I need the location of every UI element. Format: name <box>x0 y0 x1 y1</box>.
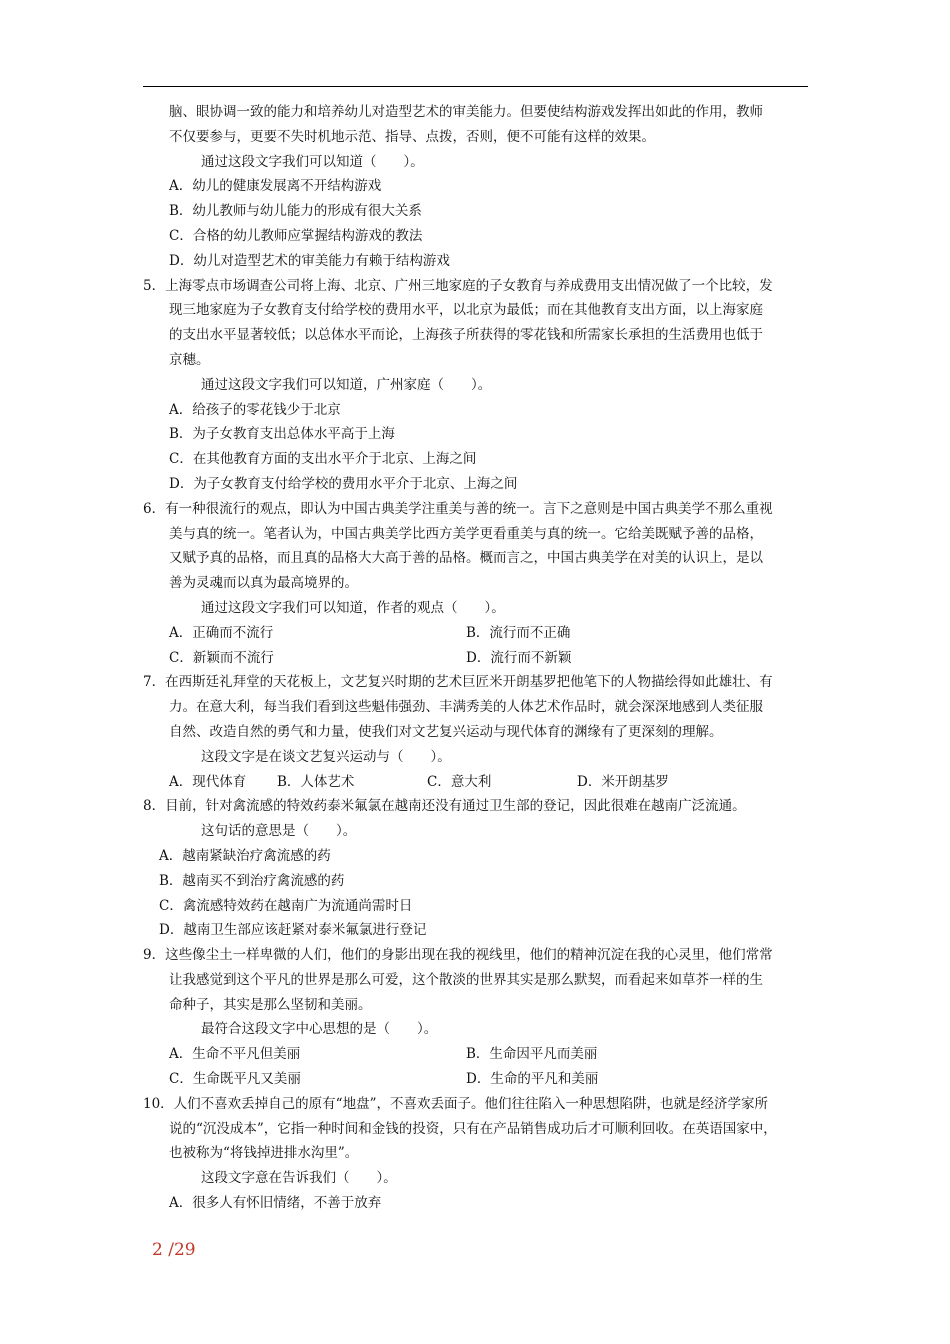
paragraph-line: 善为灵魂而以真为最高境界的。 <box>169 575 358 592</box>
question-stem: 5．上海零点市场调查公司将上海、北京、广州三地家庭的子女教育与养成费用支出情况做了一个比较，发 <box>143 277 773 294</box>
paragraph-line: 自然、改造自然的勇气和力量，使我们对文艺复兴运动与现代体育的渊缘有了更深刻的理解。 <box>169 723 723 740</box>
document-page <box>143 100 808 1216</box>
paragraph-line: 命种子，其实是那么坚韧和美丽。 <box>169 996 372 1013</box>
question-10 <box>143 1092 808 1216</box>
question-8 <box>143 794 808 943</box>
option-a: A．现代体育 <box>169 773 247 790</box>
paragraph-line: 又赋予真的品格，而且真的品格大大高于善的品格。概而言之，中国古典美学在对美的认识上，是以 <box>169 550 763 567</box>
option-d: D．为子女教育支付给学校的费用水平介于北京、上海之间 <box>169 475 518 492</box>
option-c: C．合格的幼儿教师应掌握结构游戏的教法 <box>169 227 423 244</box>
option-a: A．幼儿的健康发展离不开结构游戏 <box>169 178 382 195</box>
option-b: B．人体艺术 <box>277 773 355 790</box>
paragraph-line: 京穗。 <box>169 351 210 368</box>
option-c: C．意大利 <box>427 773 492 790</box>
question-prompt: 这句话的意思是（ ）。 <box>201 823 357 840</box>
option-a: A．越南紧缺治疗禽流感的药 <box>159 847 331 864</box>
option-d: D．米开朗基罗 <box>577 773 669 790</box>
option-d: D．幼儿对造型艺术的审美能力有赖于结构游戏 <box>169 252 450 269</box>
option-a: A．正确而不流行 <box>169 624 274 641</box>
paragraph-line: 的支出水平显著较低；以总体水平而论，上海孩子所获得的零花钱和所需家长承担的生活费用也低于 <box>169 327 763 344</box>
question-prompt: 最符合这段文字中心思想的是（ ）。 <box>201 1021 438 1038</box>
question-stem: 6．有一种很流行的观点，即认为中国古典美学注重美与善的统一。言下之意则是中国古典美学不那么重视 <box>143 500 773 517</box>
paragraph-line: 也被称为“将钱掉进排水沟里”。 <box>169 1145 359 1162</box>
question-9 <box>143 943 808 1092</box>
paragraph-line: 让我感觉到这个平凡的世界是那么可爱，这个散淡的世界其实是那么默契，而看起来如草芥一样的生 <box>169 971 763 988</box>
options-row <box>143 770 808 795</box>
question-6 <box>143 497 808 671</box>
option-b: B．为子女教育支出总体水平高于上海 <box>169 426 395 443</box>
question-4-continuation <box>143 100 808 274</box>
question-stem: 7．在西斯廷礼拜堂的天花板上，文艺复兴时期的艺术巨匠米开朗基罗把他笔下的人物描绘得如此雄壮、有 <box>143 674 773 691</box>
header-rule <box>143 86 808 87</box>
question-stem: 8．目前，针对禽流感的特效药泰米氟氯在越南还没有通过卫生部的登记，因此很难在越南广泛流通。 <box>143 798 746 815</box>
option-b: B．生命因平凡而美丽 <box>466 1046 598 1063</box>
option-a: A．生命不平凡但美丽 <box>169 1046 301 1063</box>
question-prompt: 通过这段文字我们可以知道，作者的观点（ ）。 <box>201 599 505 616</box>
question-7 <box>143 670 808 794</box>
question-prompt: 这段文字是在谈文艺复兴运动与（ ）。 <box>201 748 451 765</box>
options-row <box>143 646 808 671</box>
option-b: B．流行而不正确 <box>466 624 571 641</box>
paragraph-line: 力。在意大利，每当我们看到这些魁伟强劲、丰满秀美的人体艺术作品时，就会深深地感到人类征服 <box>169 699 763 716</box>
option-a: A．给孩子的零花钱少于北京 <box>169 401 341 418</box>
options-row <box>143 1042 808 1067</box>
question-stem: 9．这些像尘土一样卑微的人们，他们的身影出现在我的视线里，他们的精神沉淀在我的心灵里，他们常常 <box>143 947 773 964</box>
option-d: D．生命的平凡和美丽 <box>466 1071 599 1088</box>
question-prompt: 通过这段文字我们可以知道，广州家庭（ ）。 <box>201 376 492 393</box>
option-c: C．新颖而不流行 <box>169 649 274 666</box>
option-b: B．幼儿教师与幼儿能力的形成有很大关系 <box>169 203 422 220</box>
option-a: A．很多人有怀旧情绪，不善于放弃 <box>169 1195 382 1212</box>
option-d: D．越南卫生部应该赶紧对泰米氟氯进行登记 <box>159 922 427 939</box>
paragraph-line: 脑、眼协调一致的能力和培养幼儿对造型艺术的审美能力。但要使结构游戏发挥出如此的作用，教师 <box>169 104 763 120</box>
paragraph-line: 现三地家庭为子女教育支付给学校的费用水平，以北京为最低；而在其他教育支出方面，以上海家庭 <box>169 302 763 319</box>
options-row <box>143 621 808 646</box>
option-d: D．流行而不新颖 <box>466 649 572 666</box>
page-number: 2 /29 <box>152 1240 196 1260</box>
question-prompt: 这段文字意在告诉我们（ ）。 <box>201 1170 397 1187</box>
option-b: B．越南买不到治疗禽流感的药 <box>159 872 345 889</box>
paragraph-line: 美与真的统一。笔者认为，中国古典美学比西方美学更看重美与真的统一。它给美既赋予善的品格， <box>169 525 763 542</box>
paragraph-line: 不仅要参与，更要不失时机地示范、指导、点拨，否则，便不可能有这样的效果。 <box>169 128 655 145</box>
question-5 <box>143 274 808 497</box>
options-row <box>143 1067 808 1092</box>
paragraph-line: 说的“沉没成本”，它指一种时间和金钱的投资，只有在产品销售成功后才可顺利回收。在英语国家中， <box>169 1120 777 1137</box>
question-prompt: 通过这段文字我们可以知道（ ）。 <box>201 153 424 170</box>
option-c: C．在其他教育方面的支出水平介于北京、上海之间 <box>169 451 477 468</box>
option-c: C．禽流感特效药在越南广为流通尚需时日 <box>159 897 413 914</box>
option-c: C．生命既平凡又美丽 <box>169 1071 301 1088</box>
question-stem: 10．人们不喜欢丢掉自己的原有“地盘”，不喜欢丢面子。他们往往陷入一种思想陷阱，也就是经济学家所 <box>143 1095 768 1112</box>
